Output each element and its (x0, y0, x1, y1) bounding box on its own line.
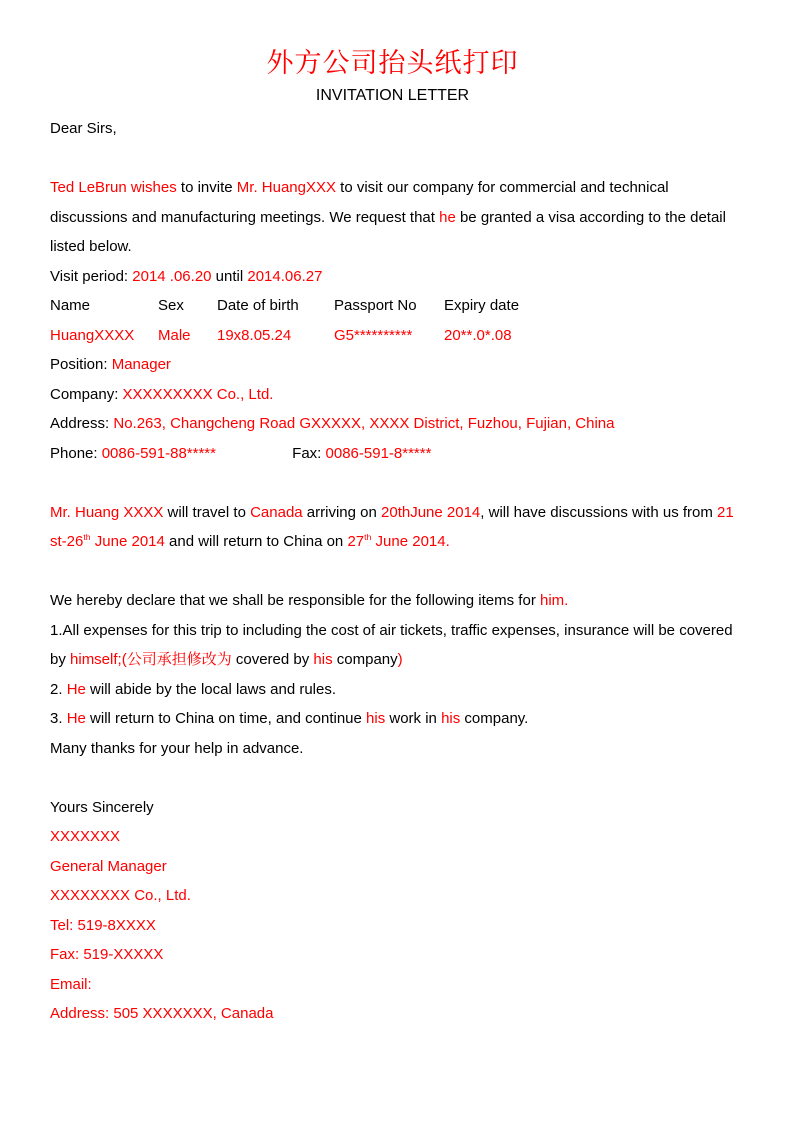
text-segment: to invite (176, 179, 237, 196)
text-segment: Visit period: (50, 267, 133, 285)
text-segment: Canada (250, 503, 303, 521)
signature-company-line: XXXXXXXX Co., Ltd. (50, 887, 191, 904)
text-segment: 0086-591-8***** (325, 444, 432, 462)
text-segment: No.263, Changcheng Road GXXXXX, XXXX District, Fuzhou, Fujian, China (113, 415, 615, 432)
travel-paragraph (50, 498, 735, 557)
text-segment: Address: (50, 415, 114, 432)
table-header-passport-no: Passport No (334, 297, 417, 314)
declaration-line (50, 586, 735, 616)
declaration-item-3 (50, 704, 735, 734)
phone-fax-line (50, 439, 735, 469)
text-segment: 21 st-26 (50, 503, 734, 550)
text-segment: June 2014 (90, 533, 165, 550)
text-segment: be granted a visa according to the detail listed below. (50, 208, 726, 255)
text-segment: 2. (50, 680, 67, 698)
company-line (50, 380, 735, 410)
blank-line (50, 144, 735, 174)
signature-email-line: Email: (50, 975, 92, 993)
traveler-table-value-row (50, 321, 735, 351)
thanks-line: Many thanks for your help in advance. (50, 739, 304, 757)
signature-title-line: General Manager (50, 857, 167, 875)
text-segment: to visit our company for commercial and technical discussions and manufacturing meetings. We request that (50, 179, 669, 226)
signature-fax-line: Fax: 519-XXXXX (50, 946, 164, 963)
text-segment: 20thJune 2014 (381, 503, 481, 521)
text-segment: XXXXXXXXX Co., Ltd. (122, 385, 274, 403)
text-segment: Mr. Huang XXXX (50, 503, 164, 521)
text-segment: th (83, 532, 91, 542)
text-segment: We hereby declare that we shall be responsible for the following items for (50, 592, 540, 609)
text-segment: 3. (50, 710, 67, 727)
text-segment: th (364, 532, 372, 542)
page-title: 外方公司抬头纸打印 (266, 48, 519, 79)
text-segment: will abide by the local laws and rules. (85, 680, 337, 698)
signature-tel-line: Tel: 519-8XXXX (50, 916, 156, 934)
table-value-date-of-birth: 19x8.05.24 (217, 326, 292, 344)
text-segment: 27 (347, 533, 365, 550)
text-segment: Fax: (292, 444, 326, 462)
document-subtitle: INVITATION LETTER (315, 87, 470, 104)
text-segment: Position: (50, 356, 112, 373)
text-segment: ) (397, 651, 403, 668)
blank-line (50, 557, 735, 587)
table-header-sex: Sex (158, 297, 184, 314)
text-segment: Manager (111, 356, 171, 373)
table-value-passport-no: G5********** (334, 326, 413, 344)
text-segment: his (366, 710, 386, 727)
signature-name-line: XXXXXXX (50, 828, 121, 845)
declaration-item-2 (50, 675, 735, 705)
phone-field (50, 439, 288, 469)
address-line (50, 409, 735, 439)
traveler-table-header-row (50, 291, 735, 321)
signature-address-line: Address: 505 XXXXXXX, Canada (50, 1005, 274, 1022)
fax-field (292, 445, 431, 462)
text-segment: 2014 .06.20 (132, 267, 212, 285)
text-segment: his (313, 651, 333, 668)
text-segment: work in (385, 710, 442, 727)
text-segment: , will have discussions with us from (480, 503, 718, 521)
text-segment: him. (539, 592, 569, 609)
closing-line: Yours Sincerely (50, 798, 154, 816)
table-value-sex: Male (158, 326, 191, 344)
position-line (50, 350, 735, 380)
table-value-expiry-date: 20**.0*.08 (444, 326, 512, 344)
text-segment: he (439, 208, 456, 226)
text-segment: Ted LeBrun wishes (50, 179, 177, 196)
text-segment: Company: (50, 385, 123, 403)
text-segment: himself;(公司承担修改为 (70, 651, 232, 668)
text-segment: arriving on (302, 503, 382, 521)
text-segment: 2014.06.27 (247, 267, 323, 285)
salutation-line: Dear Sirs, (50, 120, 117, 137)
text-segment: and will return to China on (164, 533, 348, 550)
text-segment: Phone: (50, 444, 102, 462)
text-segment: until (211, 267, 248, 285)
table-value-name: HuangXXXX (50, 326, 135, 344)
visit-period-line (50, 262, 735, 292)
table-header-expiry-date: Expiry date (444, 297, 520, 314)
text-segment: 0086-591-88***** (101, 444, 216, 462)
intro-paragraph (50, 173, 735, 262)
text-segment: June 2014. (371, 533, 450, 550)
declaration-item-1 (50, 616, 735, 675)
blank-line (50, 468, 735, 498)
text-segment: will travel to (163, 503, 251, 521)
text-segment: company (332, 651, 398, 668)
text-segment: 1.All expenses for this trip to including the cost of air tickets, traffic expenses, insurance will be covered by (50, 621, 733, 668)
text-segment: He (66, 710, 86, 727)
text-segment: his (441, 710, 461, 727)
text-segment: company. (460, 710, 529, 727)
text-segment: will return to China on time, and continue (85, 710, 367, 727)
text-segment: covered by (231, 651, 314, 668)
table-header-date-of-birth: Date of birth (217, 297, 299, 314)
blank-line (50, 763, 735, 793)
text-segment: He (66, 680, 86, 698)
table-header-name: Name (50, 297, 91, 314)
text-segment: Mr. HuangXXX (236, 179, 336, 196)
